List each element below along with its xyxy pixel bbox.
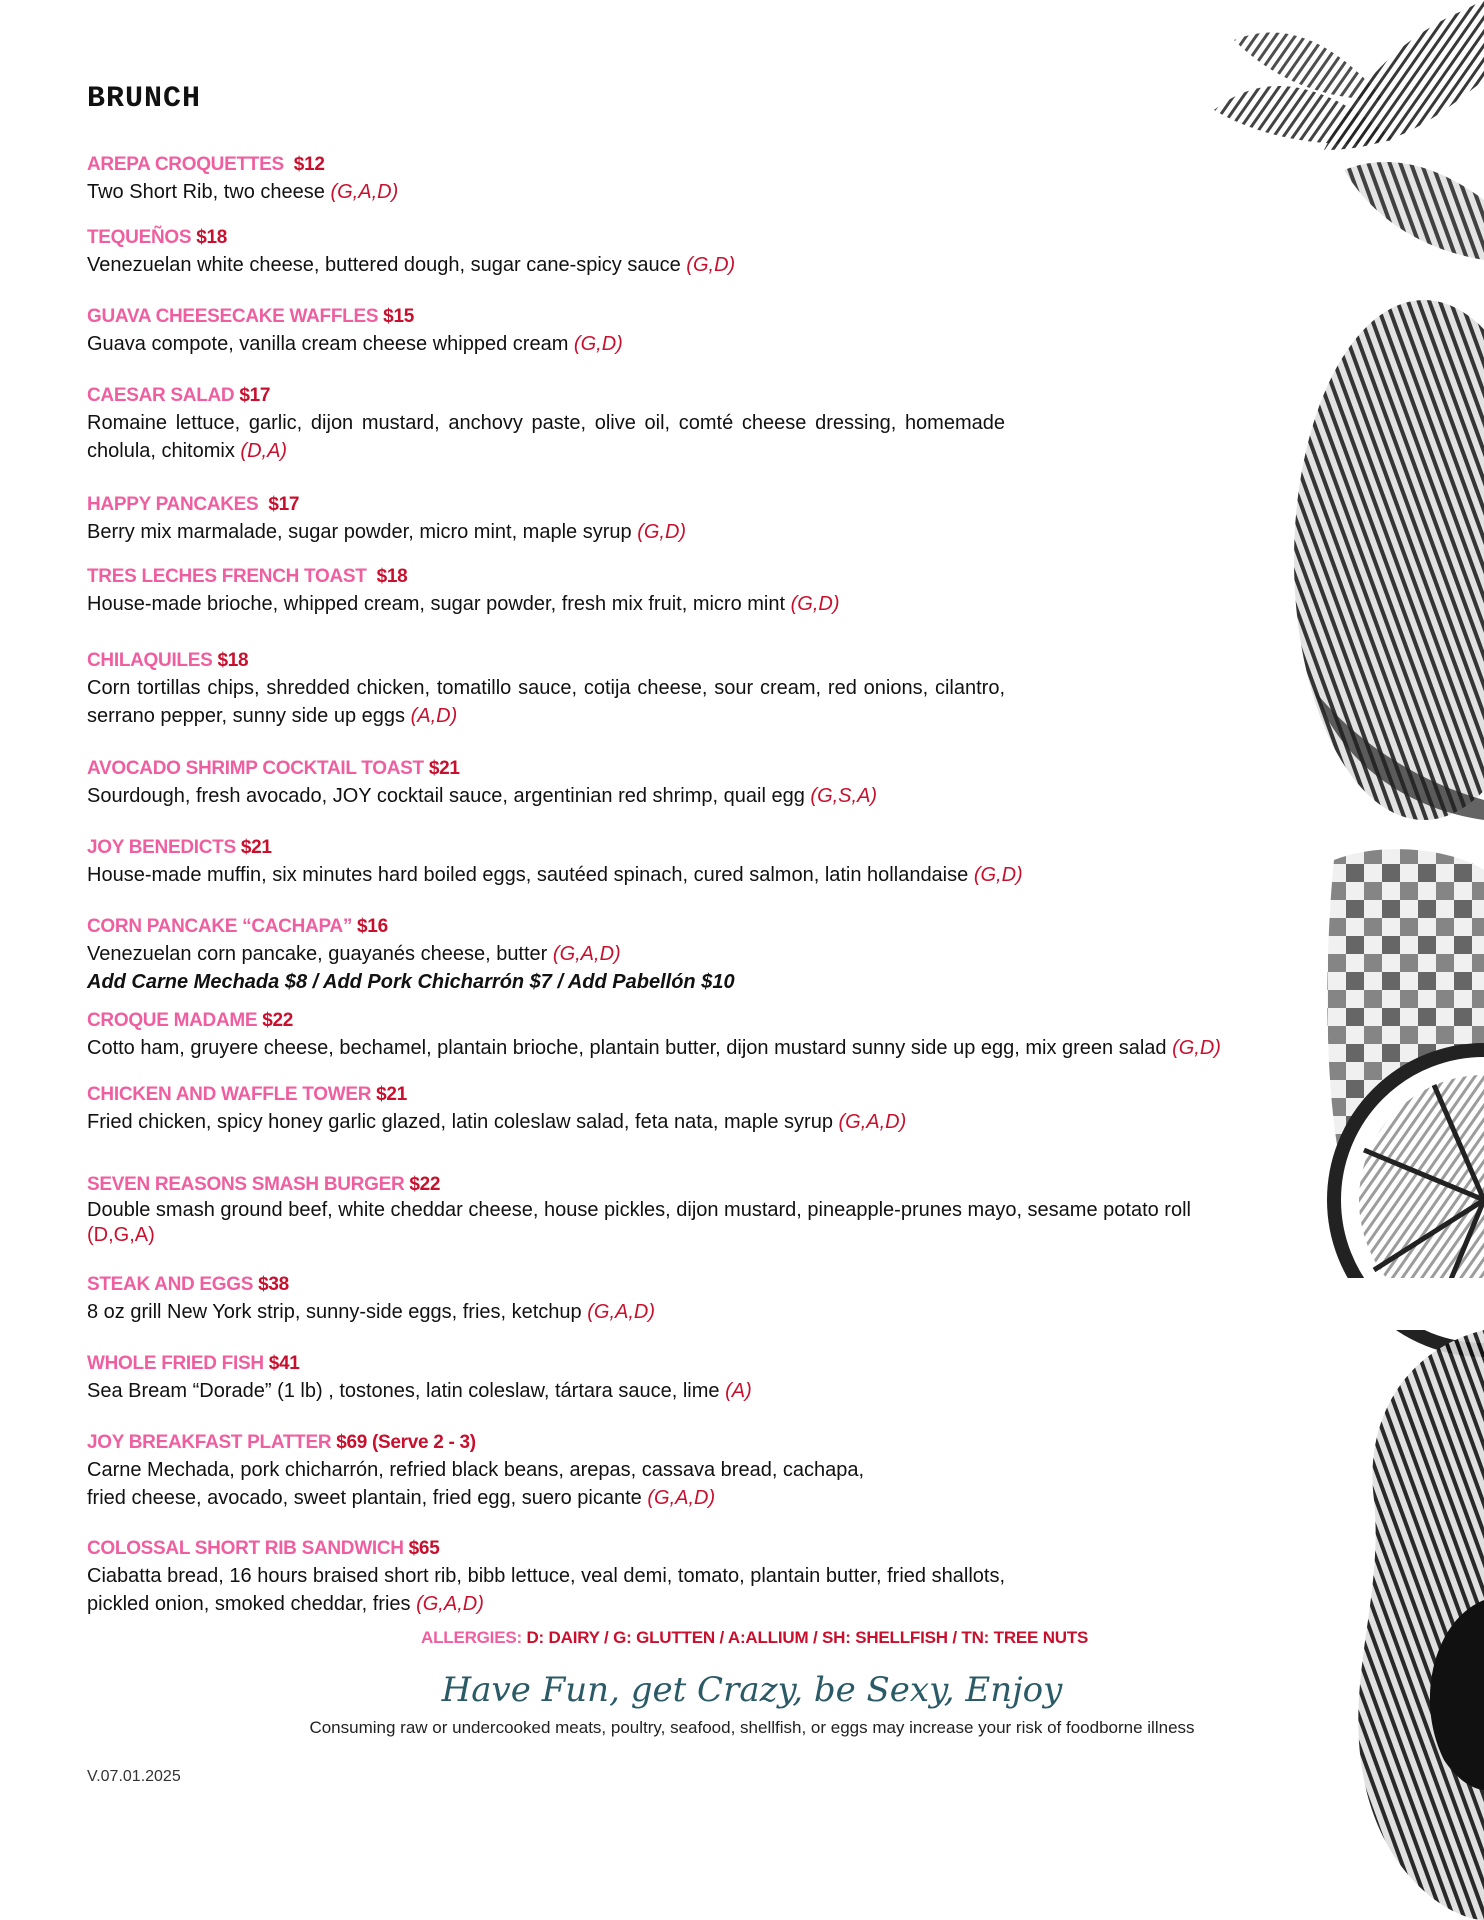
menu-item [87,225,1087,279]
item-description: Sea Bream “Dorade” (1 lb) , tostones, latin coleslaw, tártara sauce, lime [87,1380,720,1402]
allergies-codes: D: DAIRY / G: GLUTTEN / A:ALLIUM / SH: SHELLFISH / TN: TREE NUTS [526,1628,1089,1647]
item-description: Carne Mechada, pork chicharrón, refried black beans, arepas, cassava bread, cachapa, fried cheese, avocado, sweet plantain, fried egg, suero picante [87,1459,865,1509]
item-price: $38 [258,1274,289,1295]
food-safety-warning: Consuming raw or undercooked meats, poultry, seafood, shellfish, or eggs may increase your risk of foodborne illness [309,1718,1195,1737]
item-name: CHILAQUILES [87,650,213,671]
item-name: CORN PANCAKE “CACHAPA” [87,916,353,937]
item-description: Corn tortillas chips, shredded chicken, tomatillo sauce, cotija cheese, sour cream, red onions, cilantro, serrano pepper, sunny side up eggs [87,677,1005,727]
menu-item [87,1272,1087,1326]
fruit-sketch-illustration [1094,0,1484,1920]
menu-item [87,492,1087,546]
item-allergens: (G,D) [573,333,623,355]
item-allergens: (A) [725,1380,752,1402]
item-allergens: (G,S,A) [810,785,878,807]
item-allergens: (G,A,D) [552,943,621,965]
item-description: Venezuelan corn pancake, guayanés cheese, butter [87,943,548,965]
item-name: CAESAR SALAD [87,385,235,406]
item-description: Sourdough, fresh avocado, JOY cocktail sauce, argentinian red shrimp, quail egg [87,785,805,807]
item-name: JOY BREAKFAST PLATTER [87,1432,332,1453]
item-description: Two Short Rib, two cheese [87,181,325,203]
tagline: Have Fun, get Crazy, be Sexy, Enjoy [441,1670,1063,1710]
menu-item [87,1430,887,1512]
menu-title: BRUNCH [87,82,202,116]
item-price: $12 [293,154,325,175]
item-price: $41 [268,1353,300,1374]
item-price: $18 [217,650,249,671]
item-addon-options: Add Carne Mechada $8 / Add Pork Chicharrón $7 / Add Pabellón $10 [87,971,735,993]
item-price: $17 [268,494,300,515]
menu-item [87,564,1087,618]
menu-item [87,1536,1087,1618]
item-name: TRES LECHES FRENCH TOAST [87,566,367,587]
avocado-sketch [1358,1330,1484,1920]
item-allergens: (G,A,D) [587,1301,656,1323]
menu-item [87,648,1087,730]
item-description: Guava compote, vanilla cream cheese whipped cream [87,333,569,355]
item-allergens: (A,D) [410,705,458,727]
menu-item [87,304,1087,358]
item-name: WHOLE FRIED FISH [87,1353,264,1374]
menu-item [87,1082,1087,1136]
item-price: $21 [240,837,272,858]
item-price: $22 [262,1010,294,1031]
item-allergens: (G,D) [790,593,840,615]
item-allergens: (G,A,D) [838,1111,907,1133]
menu-item [87,756,1087,810]
item-name: HAPPY PANCAKES [87,494,259,515]
menu-item [87,1172,1247,1248]
item-price: $21 [376,1084,407,1105]
item-description: Berry mix marmalade, sugar powder, micro mint, maple syrup [87,521,632,543]
item-name: AREPA CROQUETTES [87,154,284,175]
item-name: AVOCADO SHRIMP COCKTAIL TOAST [87,758,424,779]
item-description: Double smash ground beef, white cheddar cheese, house pickles, dijon mustard, pineapple-prunes mayo, sesame potato roll [87,1199,1191,1221]
item-allergens: (G,D) [1172,1037,1221,1059]
item-allergens: (G,A,D) [647,1487,716,1509]
item-price: $65 [408,1538,440,1559]
item-description: Ciabatta bread, 16 hours braised short rib, bibb lettuce, veal demi, tomato, plantain butter, fried shallots, pickled onion, smoked cheddar, fries [87,1565,1005,1615]
item-allergens: (G,A,D) [416,1593,484,1615]
item-description: Cotto ham, gruyere cheese, bechamel, plantain brioche, plantain butter, dijon mustard sunny side up egg, mix green salad [87,1037,1167,1059]
item-price: $21 [428,758,460,779]
menu-item [87,1351,1087,1405]
item-name: TEQUEÑOS [87,227,192,248]
item-price: $16 [357,916,388,937]
item-allergens: (G,D) [973,864,1023,886]
item-name: GUAVA CHEESECAKE WAFFLES [87,306,379,327]
item-name: CHICKEN AND WAFFLE TOWER [87,1084,372,1105]
item-allergens: (D,G,A) [87,1224,155,1246]
menu-item [87,914,1087,996]
item-name: SEVEN REASONS SMASH BURGER [87,1174,405,1195]
item-name: CROQUE MADAME [87,1010,258,1031]
menu-item [87,383,1087,465]
item-allergens: (D,A) [240,440,288,462]
item-name: COLOSSAL SHORT RIB SANDWICH [87,1538,404,1559]
item-name: JOY BENEDICTS [87,837,236,858]
item-name: STEAK AND EGGS [87,1274,254,1295]
leaves-sketch [1214,0,1484,260]
menu-item [87,1008,1337,1062]
pineapple-sketch [1294,300,1484,820]
allergies-label: ALLERGIES: [421,1628,522,1647]
menu-item [87,152,1087,206]
item-price: $15 [383,306,414,327]
item-allergens: (G,A,D) [330,181,399,203]
item-allergens: (G,D) [637,521,687,543]
item-price: $69 (Serve 2 - 3) [336,1432,476,1453]
item-description: Fried chicken, spicy honey garlic glazed, latin coleslaw salad, feta nata, maple syrup [87,1111,833,1133]
item-description: House-made muffin, six minutes hard boiled eggs, sautéed spinach, cured salmon, latin hollandaise [87,864,969,886]
menu-version: V.07.01.2025 [87,1768,181,1785]
item-description: Venezuelan white cheese, buttered dough, sugar cane-spicy sauce [87,254,681,276]
allergies-legend [421,1628,1088,1648]
item-description: 8 oz grill New York strip, sunny-side eggs, fries, ketchup [87,1301,582,1323]
menu-item [87,835,1087,889]
item-allergens: (G,D) [686,254,736,276]
item-description: House-made brioche, whipped cream, sugar powder, fresh mix fruit, micro mint [87,593,786,615]
item-price: $22 [409,1174,441,1195]
item-price: $17 [239,385,271,406]
item-price: $18 [376,566,408,587]
item-description: Romaine lettuce, garlic, dijon mustard, anchovy paste, olive oil, comté cheese dressing, homemade cholula, chitomix [87,412,1005,462]
item-price: $18 [196,227,228,248]
